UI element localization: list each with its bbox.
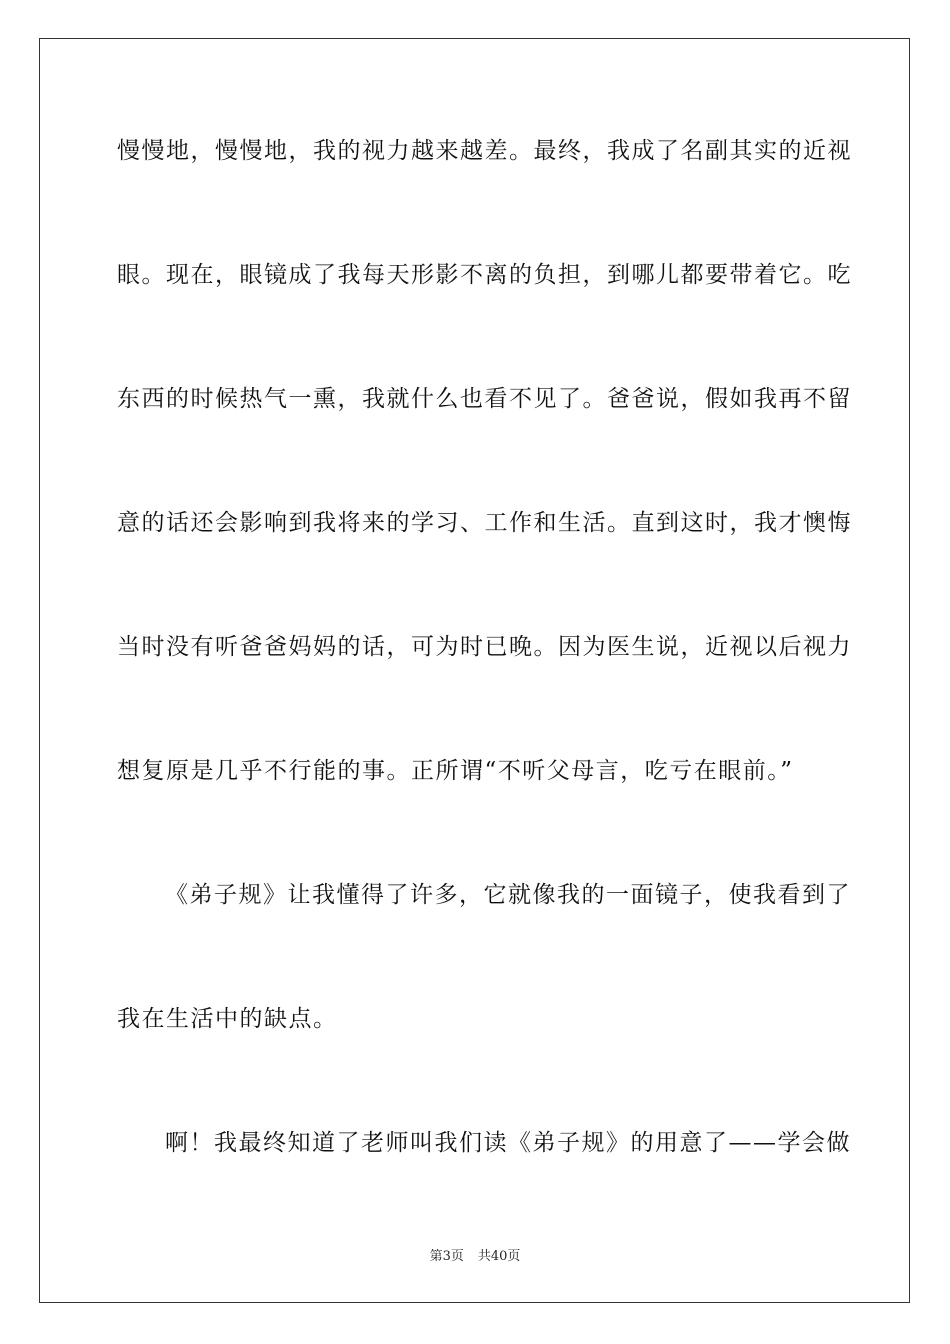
page-number: 第3页 [429, 1249, 464, 1264]
body-text-line: 眼。现在，眼镜成了我每天形影不离的负担，到哪儿都要带着它。吃 [117, 262, 852, 288]
page-footer [0, 1248, 950, 1266]
body-text-line: 想复原是几乎不行能的事。正所谓“不听父母言，吃亏在眼前。” [117, 758, 794, 784]
body-text-line: 我在生活中的缺点。 [117, 1006, 338, 1032]
body-text-line: 当时没有听爸爸妈妈的话，可为时已晚。因为医生说，近视以后视力 [117, 634, 852, 660]
page-total: 共40页 [477, 1249, 521, 1264]
body-text-line: 东西的时候热气一熏，我就什么也看不见了。爸爸说，假如我再不留 [117, 386, 852, 412]
body-text-line: 慢慢地，慢慢地，我的视力越来越差。最终，我成了名副其实的近视 [117, 138, 852, 164]
page-frame [39, 38, 910, 1303]
paragraph-start-line: 啊！我最终知道了老师叫我们读《弟子规》的用意了——学会做 [165, 1130, 851, 1156]
paragraph-start-line: 《弟子规》让我懂得了许多，它就像我的一面镜子，使我看到了 [165, 882, 851, 908]
body-text-line: 意的话还会影响到我将来的学习、工作和生活。直到这时，我才懊悔 [117, 510, 852, 536]
